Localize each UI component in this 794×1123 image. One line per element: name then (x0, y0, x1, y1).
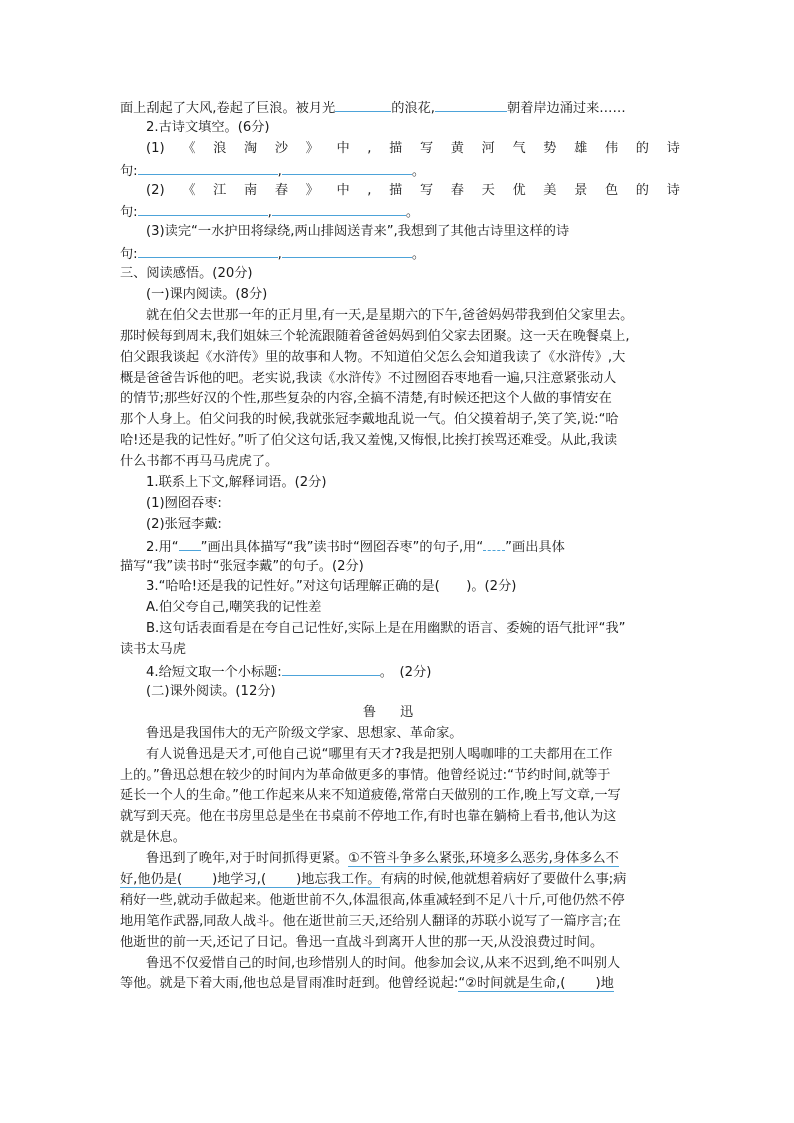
justified-char: 中 (336, 140, 350, 156)
answer-blank[interactable] (179, 536, 201, 551)
justified-char: 《 (182, 182, 196, 198)
answer-blank[interactable] (282, 160, 412, 175)
text-segment: 。 (405, 205, 420, 221)
passage-line: 什么书都不再马马虎虎了。 (120, 454, 279, 470)
passage-title: 鲁迅 (362, 704, 438, 720)
passage-line: 他逝世的前一天,还记了日记。鲁迅一直战斗到离开人世的那一天,从没浪费过时间。 (120, 934, 604, 950)
text-segment: 句: (120, 247, 138, 263)
answer-blank[interactable] (435, 97, 507, 112)
justified-char: 描 (389, 182, 403, 198)
passage-line: 延长一个人的生命。”他工作起来从来不知道疲倦,常常白天做别的工作,晚上写文章,一写 (120, 788, 621, 804)
justified-char: 黄 (450, 140, 464, 156)
text-segment: 等他。就是下着大雨,他也总是冒雨准时赶到。他曾经说起: (120, 976, 459, 992)
text-segment: , (267, 205, 272, 221)
justified-char: 雄 (574, 140, 588, 156)
passage-line: 概是爸爸告诉他的吧。老实说,我读《水浒传》不过囫囵吞枣地看一遍,只注意紧张动人 (120, 370, 617, 386)
justified-char: 的 (635, 182, 649, 198)
text-segment: 。 (2分) (379, 665, 432, 681)
question-line: 描写“我”读书时“张冠李戴”的句子。(2分) (120, 558, 364, 574)
section-heading: 三、阅读感悟。(20分) (120, 266, 253, 282)
answer-blank[interactable] (335, 97, 391, 112)
passage-line: 的情节;那些好汉的个性,那些复杂的内容,全搞不清楚,有时候还把这个人做的事情安在 (120, 391, 612, 407)
question-line: 1.联系上下文,解释词语。(2分) (146, 475, 327, 491)
underlined-sentence (458, 976, 613, 992)
question-line (120, 536, 680, 557)
text-segment: 朝着岸边涌过来…… (506, 101, 626, 116)
justified-char: 沙 (274, 140, 288, 156)
answer-blank[interactable] (138, 201, 268, 216)
justified-char: 色 (604, 182, 619, 198)
option-a[interactable]: A.伯父夸自己,嘲笑我的记性差 (146, 600, 322, 616)
subsection-heading: (二)课外阅读。(12分) (146, 683, 276, 699)
answer-line (120, 160, 680, 181)
passage-line: 哈!还是我的记性好。”听了伯父这句话,我又羞愧,又悔恨,比挨打挨骂还难受。从此,我读 (120, 433, 618, 449)
justified-char: 河 (481, 140, 495, 156)
text-segment: 。 (411, 163, 426, 179)
justified-char: 春 (274, 182, 288, 198)
question-line: 3.“哈哈!还是我的记性好。”对这句话理解正确的是( )。(2分) (146, 579, 517, 595)
text-segment: , (277, 247, 282, 263)
justified-char: 淘 (243, 140, 258, 156)
text-segment: )地忘我工作。 (296, 871, 381, 887)
answer-blank[interactable] (282, 661, 380, 676)
answer-blank[interactable] (138, 160, 278, 175)
text-segment: “②时间就是生命,( (458, 976, 566, 992)
passage-line (120, 974, 680, 995)
justified-char: 》 (305, 182, 319, 198)
justified-char: (2) (146, 182, 165, 198)
question-line (120, 661, 680, 682)
text-segment: )地学习,( (212, 871, 267, 887)
text-segment: 2.用“ (146, 539, 179, 555)
option-b[interactable]: B.这句话表面看是在夸自己记性好,实际上是在用幽默的语言、委婉的语气批评“我” (146, 621, 626, 637)
text-segment: , (277, 163, 282, 179)
passage-line: 伯父跟我谈起《水浒传》里的故事和人物。不知道伯父怎么会知道我读了《水浒传》,大 (120, 349, 626, 365)
justified-char: 南 (243, 182, 258, 198)
question-line: (2)张冠李戴: (146, 516, 222, 532)
justified-char: 景 (574, 182, 588, 198)
justified-char: 中 (336, 182, 350, 198)
text-segment: 4.给短文取一个小标题: (146, 665, 282, 681)
justified-char: 优 (512, 182, 526, 198)
question-heading: 2.古诗文填空。(6分) (146, 119, 270, 135)
worksheet-page (120, 97, 680, 995)
text-segment: 面上刮起了大风,卷起了巨浪。被月光 (120, 101, 336, 116)
text-segment: 有病的时候,他就想着病好了要做什么事;病 (380, 871, 627, 887)
passage-line: 鲁迅是我国伟大的无产阶级文学家、思想家、革命家。 (146, 725, 463, 741)
passage-line: 就在伯父去世那一年的正月里,有一天,是星期六的下午,爸爸妈妈带我到伯父家里去。 (146, 307, 634, 323)
question-line-justified (120, 139, 680, 160)
text-segment: )地 (595, 976, 614, 992)
text-segment: ”画出具体描写“我”读书时“囫囵吞枣”的句子,用“ (200, 539, 484, 555)
text-segment: 句: (120, 163, 138, 179)
justified-char: 诗 (666, 182, 680, 198)
passage-line: 有人说鲁迅是天才,可他自己说“哪里有天才?我是把别人喝咖啡的工夫都用在工作 (146, 746, 613, 762)
passage-line: 那个人身上。伯父问我的时候,我就张冠李戴地乱说一气。伯父摸着胡子,笑了笑,说:“哈 (120, 412, 619, 428)
justified-char: 写 (419, 182, 434, 198)
passage-line: 稍好一些,就动手做起来。他逝世前不久,体温很高,体重减轻到不足八十斤,可他仍然不停 (120, 892, 625, 908)
text-line (120, 97, 680, 118)
question-line-justified (120, 181, 680, 202)
option-b-cont: 读书太马虎 (120, 642, 186, 658)
justified-char: 天 (481, 182, 495, 198)
justified-char: 浪 (213, 140, 227, 156)
passage-line: 就是休息。 (120, 830, 186, 846)
passage-line: 那时候每到周末,我们姐妹三个轮流跟随着爸爸妈妈到伯父家去团聚。这一天在晚餐桌上, (120, 328, 630, 344)
question-line: (3)读完“一水护田将绿绕,两山排闼送青来”,我想到了其他古诗里这样的诗 (146, 224, 570, 240)
justified-char: , (367, 140, 372, 156)
text-segment: ”画出具体 (505, 539, 565, 555)
passage-line: 地用笔作武器,同敌人战斗。他在逝世前三天,还给别人翻译的苏联小说写了一篇序言;在 (120, 913, 621, 929)
text-segment: 鲁迅到了晚年,对于时间抓得更紧。 (146, 851, 349, 867)
justified-char: 》 (305, 140, 319, 156)
text-segment: 的浪花, (391, 101, 435, 116)
justified-char: 的 (635, 140, 649, 156)
underlined-sentence: ①不管斗争多么紧张,环境多么恶劣,身体多么不 (348, 851, 619, 867)
answer-blank[interactable] (138, 243, 278, 258)
passage-line: 鲁迅不仅爱惜自己的时间,也珍惜别人的时间。他参加会议,从来不迟到,绝不叫别人 (146, 955, 621, 971)
justified-char: 《 (182, 140, 196, 156)
passage-line: 上的。”鲁迅总想在较少的时间内为革命做更多的事情。他曾经说过:“节约时间,就等于 (120, 767, 611, 783)
justified-char: 伟 (604, 140, 619, 156)
justified-char: 气 (512, 140, 526, 156)
justified-char: 诗 (666, 140, 680, 156)
text-segment: 。 (411, 247, 426, 263)
answer-blank[interactable] (282, 243, 412, 258)
subsection-heading: (一)课内阅读。(8分) (146, 287, 268, 303)
passage-line (120, 849, 680, 870)
answer-line (120, 243, 680, 264)
text-segment: 句: (120, 205, 138, 221)
justified-char: 美 (543, 182, 557, 198)
answer-blank[interactable] (483, 536, 505, 551)
answer-line (120, 201, 680, 222)
text-segment: 好,他仍是( (120, 871, 183, 887)
answer-blank[interactable] (272, 201, 406, 216)
justified-char: 描 (389, 140, 403, 156)
justified-char: 势 (543, 140, 557, 156)
justified-char: 写 (419, 140, 434, 156)
underlined-sentence (120, 872, 380, 888)
justified-char: 春 (450, 182, 464, 198)
justified-char: 江 (213, 182, 227, 198)
justified-char: (1) (146, 140, 165, 156)
passage-line: 就写到天亮。他在书房里总是坐在书桌前不停地工作,有时也靠在躺椅上看书,他认为这 (120, 809, 617, 825)
question-line: (1)囫囵吞枣: (146, 495, 222, 511)
passage-line (120, 870, 680, 891)
justified-char: , (367, 182, 372, 198)
